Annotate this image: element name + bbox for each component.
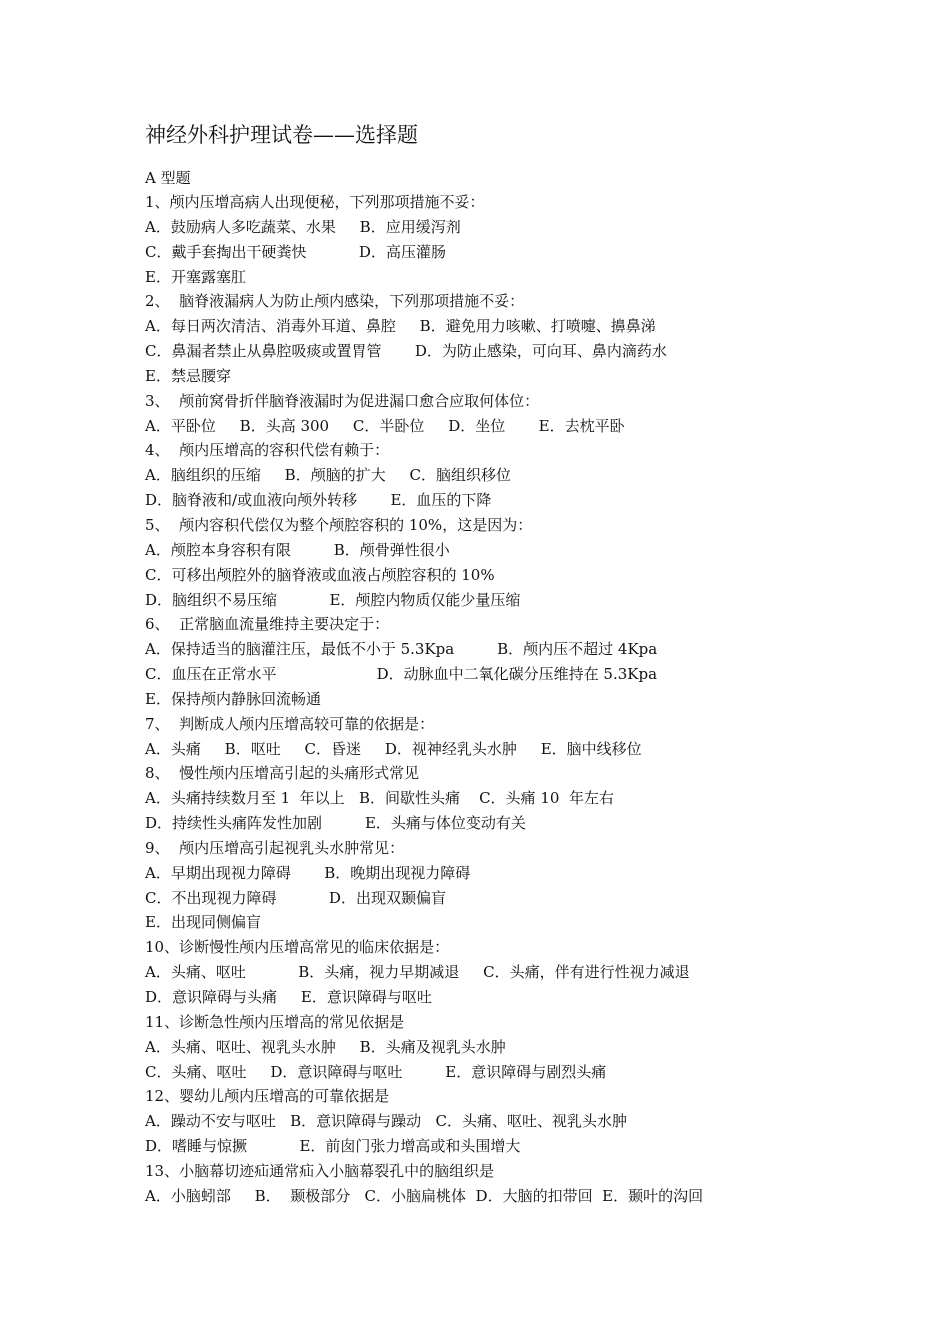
answer-options: D．嗜睡与惊撅 E．前囱门张力增高或和头围增大 <box>145 1137 521 1156</box>
answer-options: A．头痛持续数月至 1 年以上 B．间歇性头痛 C．头痛 10 年左右 <box>145 789 614 808</box>
answer-options: E．保持颅内静脉回流畅通 <box>145 689 321 708</box>
question-stem: 7、 判断成人颅内压增高较可靠的依据是： <box>145 714 435 733</box>
question-stem: 10、诊断慢性颅内压增高常见的临床依据是： <box>145 938 450 957</box>
question-stem: 4、 颅内压增高的容积代偿有赖于： <box>145 441 390 460</box>
question-stem: 6、 正常脑血流量维持主要决定于： <box>145 615 390 634</box>
question-stem: 3、 颅前窝骨折伴脑脊液漏时为促进漏口愈合应取何体位： <box>145 391 540 410</box>
page-title: 神经外科护理试卷——选择题 <box>145 123 418 147</box>
question-stem: 13、小脑幕切迹疝通常疝入小脑幕裂孔中的脑组织是 <box>145 1161 495 1180</box>
answer-options: C．鼻漏者禁止从鼻腔吸痰或置胃管 D．为防止感染，可向耳、鼻内滴药水 <box>145 342 667 361</box>
answer-options: C．可移出颅腔外的脑脊液或血液占颅腔容积的 10% <box>145 565 495 584</box>
answer-options: C．血压在正常水平 D．动脉血中二氧化碳分压维持在 5.3Kpa <box>145 665 658 684</box>
answer-options: C．头痛、呕吐 D．意识障碍与呕吐 E．意识障碍与剧烈头痛 <box>145 1062 607 1081</box>
answer-options: E．出现同侧偏盲 <box>145 913 261 932</box>
question-list <box>145 190 925 1209</box>
answer-options: D．意识障碍与头痛 E．意识障碍与呕吐 <box>145 988 432 1006</box>
answer-options: A．脑组织的压缩 B．颅脑的扩大 C．脑组织移位 <box>145 466 512 485</box>
answer-options: A．保持适当的脑灌注压，最低不小于 5.3Kpa B．颅内压不超过 4Kpa <box>145 640 658 659</box>
question-stem: 11、诊断急性颅内压增高的常见依据是 <box>145 1012 405 1031</box>
answer-options: A．每日两次清洁、消毒外耳道、鼻腔 B．避免用力咳嗽、打喷嚏、擤鼻涕 <box>145 317 656 336</box>
answer-options: A．鼓励病人多吃蔬菜、水果 B．应用缓泻剂 <box>145 217 461 236</box>
answer-options: A．小脑蚓部 B． 颞极部分 C．小脑扁桃体 D．大脑的扣带回 E．颞叶的沟回 <box>145 1186 704 1205</box>
answer-options: A．头痛、呕吐 B．头痛，视力早期减退 C．头痛，伴有进行性视力减退 <box>145 963 690 982</box>
answer-options: A．躁动不安与呕吐 B．意识障碍与躁动 C．头痛、呕吐、视乳头水肿 <box>145 1112 627 1131</box>
answer-options: C．戴手套掏出干硬粪快 D．高压灌肠 <box>145 242 446 261</box>
answer-options: A．头痛、呕吐、视乳头水肿 B．头痛及视乳头水肿 <box>145 1037 506 1056</box>
question-stem: 2、 脑脊液漏病人为防止颅内感染，下列那项措施不妥： <box>145 292 525 311</box>
answer-options: D．持续性头痛阵发性加剧 E．头痛与体位变动有关 <box>145 814 526 833</box>
question-stem: 12、婴幼儿颅内压增高的可靠依据是 <box>145 1087 390 1106</box>
answer-options: C．不出现视力障碍 D．出现双颞偏盲 <box>145 888 446 907</box>
question-stem: 1、颅内压增高病人出现便秘，下列那项措施不妥： <box>145 193 485 211</box>
question-stem: 9、 颅内压增高引起视乳头水肿常见： <box>145 838 405 857</box>
question-stem: 5、 颅内容积代偿仅为整个颅腔容积的 10%，这是因为： <box>145 515 533 534</box>
answer-options: E．开塞露塞肛 <box>145 267 246 286</box>
section-heading: A 型题 <box>145 169 191 187</box>
answer-options: A．平卧位 B．头高 300 C．半卧位 D．坐位 E．去枕平卧 <box>145 416 625 435</box>
answer-options: E．禁忌腰穿 <box>145 366 231 385</box>
question-stem: 8、 慢性颅内压增高引起的头痛形式常见 <box>145 764 420 783</box>
answer-options: A．早期出现视力障碍 B．晚期出现视力障碍 <box>145 863 471 882</box>
answer-options: D．脑组织不易压缩 E．颅腔内物质仅能少量压缩 <box>145 590 521 609</box>
answer-options: A．颅腔本身容积有限 B．颅骨弹性很小 <box>145 540 450 559</box>
answer-options: D．脑脊液和/或血液向颅外转移 E．血压的下降 <box>145 491 492 510</box>
answer-options: A．头痛 B．呕吐 C．昏迷 D．视神经乳头水肿 E．脑中线移位 <box>145 739 642 758</box>
